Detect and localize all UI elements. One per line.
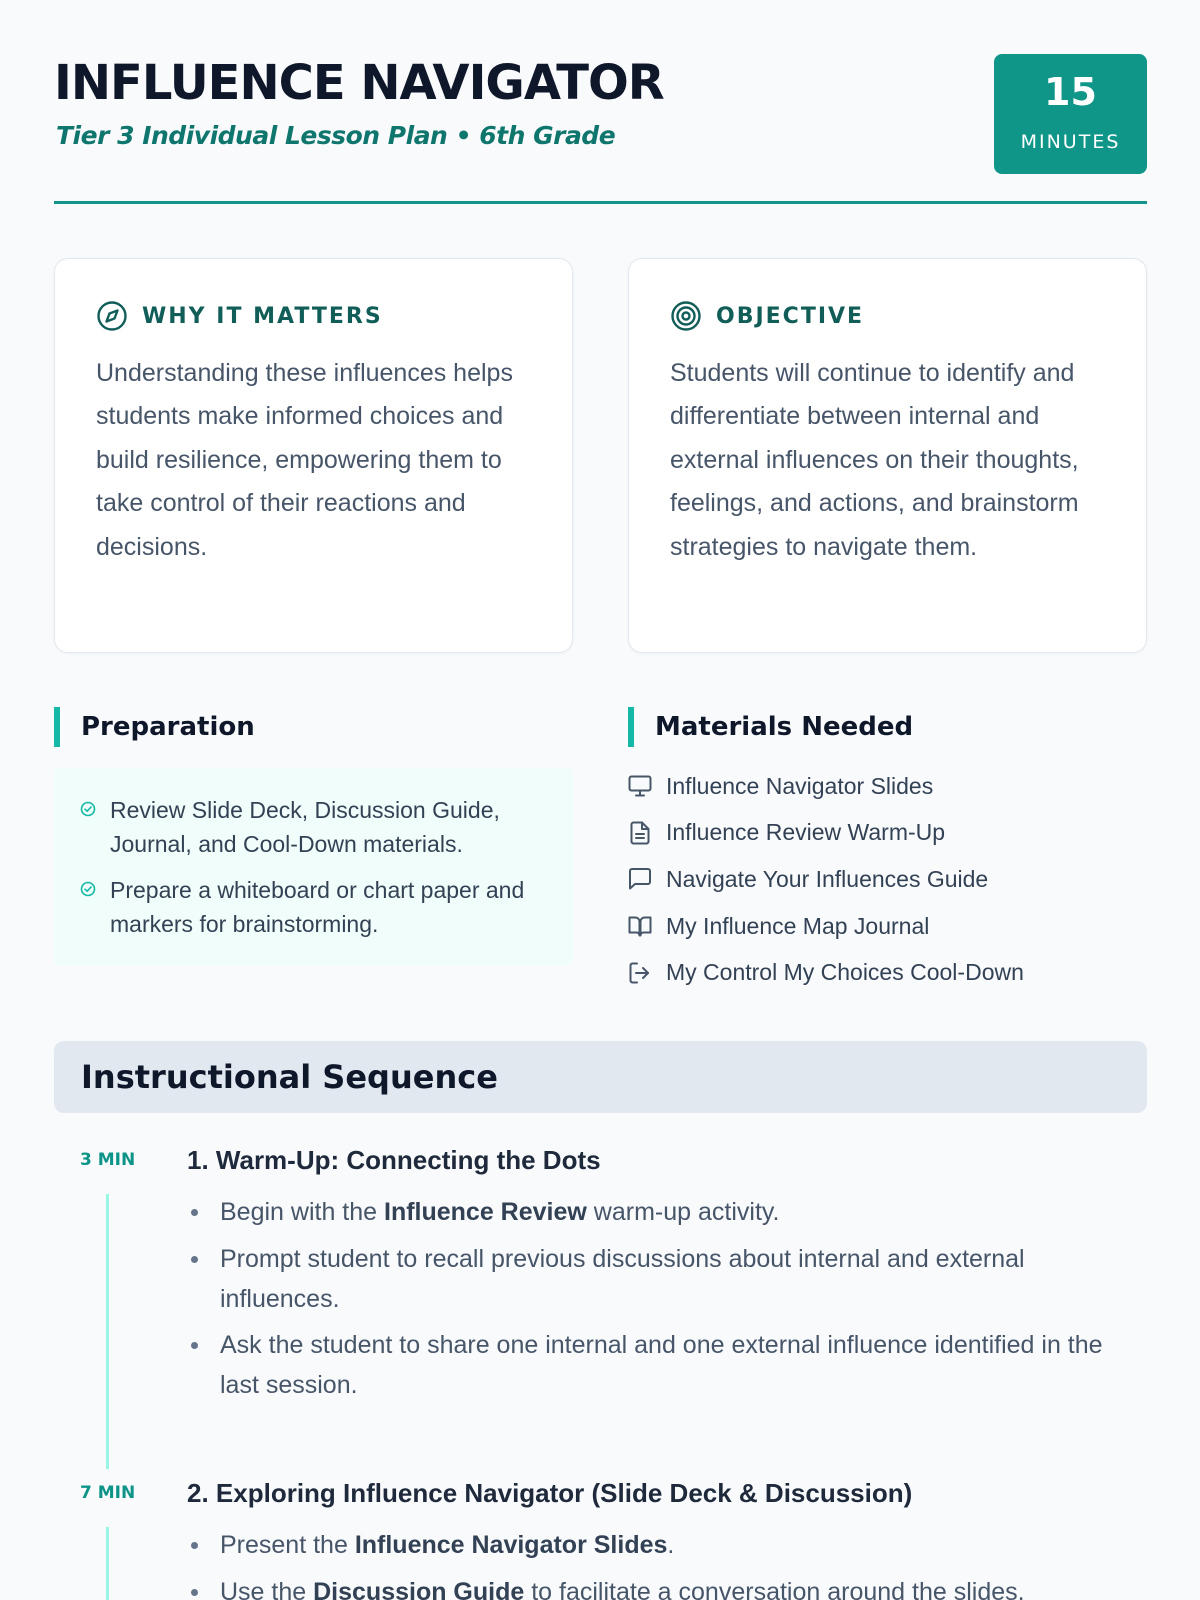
target-icon: [670, 300, 702, 332]
objective-text: Students will continue to identify and differentiate between internal and external influences on their thoughts, feelings, and actions, and brainstorm strategies to navigate them.: [670, 359, 1079, 561]
step-bullet: Ask the student to share one internal and one external influence identified in the last session.: [220, 1325, 1140, 1405]
material-label: Navigate Your Influences Guide: [666, 865, 989, 892]
monitor-icon: [627, 773, 653, 799]
material-label: My Control My Choices Cool-Down: [666, 959, 1024, 986]
step-duration: 3 MIN: [80, 1150, 136, 1170]
material-item[interactable]: [627, 763, 1167, 810]
chat-icon: [627, 866, 653, 892]
bold-term: Discussion Guide: [313, 1577, 525, 1600]
exit-icon: [627, 960, 653, 986]
materials-list: [627, 763, 1167, 996]
why-it-matters-card: [54, 258, 573, 653]
preparation-item-text: Review Slide Deck, Discussion Guide, Journal, and Cool-Down materials.: [110, 797, 500, 857]
material-item[interactable]: [627, 856, 1167, 903]
material-label: Influence Navigator Slides: [666, 772, 934, 799]
instructional-sequence-header: [54, 1041, 1147, 1113]
duration-value: 15: [1044, 70, 1097, 114]
step-title: 1. Warm-Up: Connecting the Dots: [187, 1145, 601, 1175]
bold-term: Influence Review: [384, 1198, 587, 1226]
page-subtitle: Tier 3 Individual Lesson Plan • 6th Grade: [56, 121, 616, 150]
step-title: 2. Exploring Influence Navigator (Slide Deck & Discussion): [187, 1478, 913, 1508]
bold-term: Influence Navigator Slides: [354, 1531, 668, 1559]
step-bullet-list: [220, 1525, 1140, 1600]
document-icon: [627, 820, 653, 846]
step-bullet: Use the Discussion Guide to facilitate a conversation around the slides.: [220, 1572, 1140, 1600]
objective-card: [628, 258, 1147, 653]
material-item[interactable]: [627, 810, 1167, 857]
preparation-heading: Preparation: [54, 707, 255, 747]
lesson-header: [54, 52, 1147, 204]
step-bullet-list: [220, 1192, 1140, 1412]
preparation-list: [54, 768, 573, 965]
duration-badge: [994, 54, 1147, 174]
book-icon: [627, 913, 653, 939]
objective-title: OBJECTIVE: [716, 303, 865, 329]
check-circle-icon: [80, 801, 96, 817]
why-it-matters-header: [96, 299, 383, 333]
why-it-matters-title: WHY IT MATTERS: [142, 303, 383, 329]
material-label: My Influence Map Journal: [666, 912, 930, 939]
preparation-item: [80, 794, 550, 861]
step-duration: 7 MIN: [80, 1483, 136, 1503]
instructional-sequence-title: Instructional Sequence: [81, 1058, 498, 1096]
step-bullet: Present the Influence Navigator Slides.: [220, 1525, 1140, 1565]
step-bullet: Begin with the Influence Review warm-up activity.: [220, 1192, 1140, 1232]
compass-icon: [96, 300, 128, 332]
duration-unit: MINUTES: [1020, 131, 1121, 153]
page-title: INFLUENCE NAVIGATOR: [54, 55, 664, 111]
preparation-item: [80, 874, 550, 941]
material-item[interactable]: [627, 949, 1167, 996]
materials-heading: Materials Needed: [628, 707, 913, 747]
timeline-line: [106, 1194, 109, 1469]
objective-header: [670, 299, 864, 333]
material-item[interactable]: [627, 903, 1167, 950]
check-circle-icon: [80, 881, 96, 897]
preparation-item-text: Prepare a whiteboard or chart paper and markers for brainstorming.: [110, 877, 525, 937]
material-label: Influence Review Warm-Up: [666, 819, 946, 846]
timeline-line: [106, 1527, 109, 1600]
step-bullet: Prompt student to recall previous discussions about internal and external influences.: [220, 1239, 1140, 1319]
why-it-matters-text: Understanding these influences helps students make informed choices and build resilience, empowering them to take control of their reactions and decisions.: [96, 359, 513, 561]
